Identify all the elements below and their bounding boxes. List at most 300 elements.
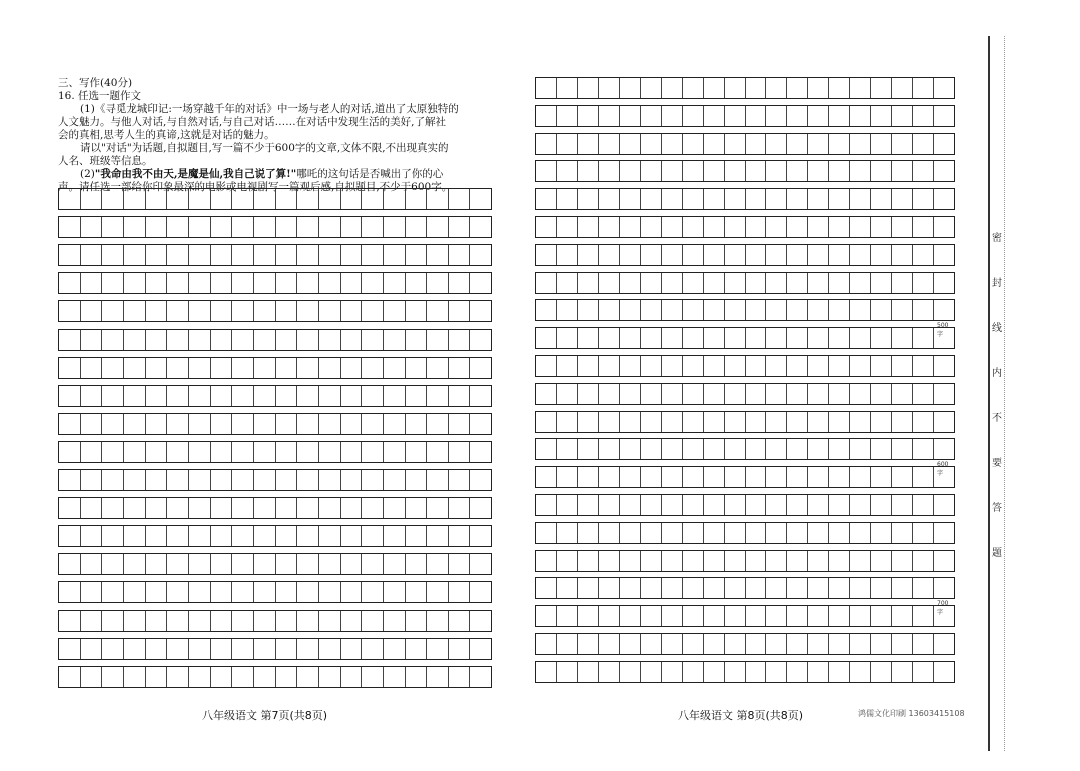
grid-cell[interactable]	[745, 495, 766, 515]
grid-cell[interactable]	[724, 273, 745, 293]
grid-cell[interactable]	[577, 300, 598, 320]
grid-cell[interactable]	[724, 551, 745, 571]
grid-cell[interactable]	[891, 134, 912, 154]
grid-cell[interactable]	[828, 384, 849, 404]
grid-cell[interactable]	[703, 245, 724, 265]
grid-cell[interactable]	[556, 328, 577, 348]
grid-cell[interactable]	[426, 217, 448, 237]
grid-cell[interactable]	[724, 106, 745, 126]
grid-cell[interactable]	[210, 217, 232, 237]
grid-cell[interactable]	[253, 554, 275, 574]
grid-cell[interactable]	[145, 667, 167, 687]
grid-cell[interactable]	[556, 161, 577, 181]
grid-cell[interactable]	[275, 442, 297, 462]
grid-cell[interactable]	[703, 578, 724, 598]
grid-cell[interactable]	[765, 245, 786, 265]
grid-cell[interactable]	[188, 442, 210, 462]
grid-cell[interactable]	[703, 384, 724, 404]
grid-cell[interactable]	[556, 523, 577, 543]
grid-cell[interactable]	[765, 328, 786, 348]
grid-cell[interactable]	[101, 442, 123, 462]
grid-cell[interactable]	[536, 551, 556, 571]
grid-cell[interactable]	[210, 526, 232, 546]
grid-cell[interactable]	[448, 217, 470, 237]
grid-cell[interactable]	[123, 217, 145, 237]
grid-cell[interactable]	[145, 386, 167, 406]
grid-cell[interactable]	[80, 245, 102, 265]
grid-cell[interactable]	[807, 551, 828, 571]
grid-cell[interactable]	[405, 667, 427, 687]
grid-cell[interactable]	[912, 273, 933, 293]
grid-cell[interactable]	[619, 634, 640, 654]
grid-cell[interactable]	[912, 161, 933, 181]
grid-cell[interactable]	[682, 273, 703, 293]
grid-cell[interactable]	[80, 639, 102, 659]
grid-cell[interactable]	[745, 356, 766, 376]
grid-cell[interactable]	[556, 217, 577, 237]
grid-cell[interactable]	[724, 523, 745, 543]
grid-cell[interactable]	[275, 330, 297, 350]
grid-cell[interactable]	[253, 358, 275, 378]
grid-cell[interactable]	[682, 578, 703, 598]
grid-cell[interactable]	[849, 328, 870, 348]
grid-cell[interactable]	[469, 639, 491, 659]
grid-cell[interactable]	[59, 414, 80, 434]
grid-cell[interactable]	[383, 273, 405, 293]
grid-cell[interactable]	[682, 217, 703, 237]
grid-cell[interactable]	[361, 273, 383, 293]
grid-cell[interactable]	[682, 634, 703, 654]
grid-cell[interactable]	[361, 498, 383, 518]
grid-cell[interactable]	[577, 161, 598, 181]
grid-cell[interactable]	[933, 495, 954, 515]
grid-cell[interactable]	[682, 495, 703, 515]
grid-cell[interactable]	[786, 523, 807, 543]
grid-cell[interactable]	[765, 606, 786, 626]
grid-cell[interactable]	[253, 639, 275, 659]
grid-cell[interactable]	[448, 414, 470, 434]
grid-cell[interactable]	[640, 134, 661, 154]
grid-cell[interactable]	[849, 606, 870, 626]
grid-cell[interactable]	[912, 356, 933, 376]
grid-cell[interactable]	[661, 412, 682, 432]
grid-cell[interactable]	[703, 300, 724, 320]
grid-cell[interactable]	[426, 358, 448, 378]
grid-cell[interactable]	[426, 189, 448, 209]
grid-cell[interactable]	[577, 467, 598, 487]
grid-cell[interactable]	[765, 384, 786, 404]
grid-cell[interactable]	[745, 384, 766, 404]
grid-cell[interactable]	[682, 134, 703, 154]
grid-cell[interactable]	[80, 498, 102, 518]
grid-cell[interactable]	[786, 217, 807, 237]
grid-cell[interactable]	[912, 78, 933, 98]
grid-cell[interactable]	[577, 578, 598, 598]
grid-cell[interactable]	[828, 606, 849, 626]
grid-cell[interactable]	[661, 106, 682, 126]
grid-cell[interactable]	[231, 442, 253, 462]
grid-cell[interactable]	[275, 414, 297, 434]
grid-cell[interactable]	[101, 667, 123, 687]
grid-cell[interactable]	[59, 470, 80, 490]
grid-cell[interactable]	[745, 412, 766, 432]
grid-cell[interactable]	[933, 634, 954, 654]
grid-cell[interactable]	[536, 412, 556, 432]
grid-cell[interactable]	[231, 498, 253, 518]
grid-cell[interactable]	[296, 189, 318, 209]
grid-cell[interactable]	[448, 386, 470, 406]
grid-cell[interactable]	[807, 634, 828, 654]
grid-cell[interactable]	[318, 526, 340, 546]
grid-cell[interactable]	[361, 470, 383, 490]
grid-cell[interactable]	[318, 611, 340, 631]
grid-cell[interactable]	[640, 523, 661, 543]
grid-cell[interactable]	[807, 189, 828, 209]
grid-cell[interactable]	[682, 662, 703, 682]
grid-cell[interactable]	[640, 328, 661, 348]
grid-cell[interactable]	[807, 161, 828, 181]
grid-cell[interactable]	[577, 78, 598, 98]
grid-cell[interactable]	[448, 301, 470, 321]
grid-cell[interactable]	[703, 356, 724, 376]
grid-cell[interactable]	[724, 634, 745, 654]
grid-cell[interactable]	[807, 300, 828, 320]
grid-cell[interactable]	[253, 442, 275, 462]
grid-cell[interactable]	[703, 106, 724, 126]
grid-cell[interactable]	[448, 358, 470, 378]
grid-cell[interactable]	[577, 412, 598, 432]
grid-cell[interactable]	[765, 467, 786, 487]
grid-cell[interactable]	[786, 578, 807, 598]
grid-cell[interactable]	[891, 328, 912, 348]
grid-cell[interactable]	[448, 330, 470, 350]
grid-cell[interactable]	[188, 245, 210, 265]
grid-cell[interactable]	[275, 217, 297, 237]
grid-cell[interactable]	[145, 498, 167, 518]
grid-cell[interactable]	[765, 495, 786, 515]
grid-cell[interactable]	[296, 582, 318, 602]
grid-cell[interactable]	[253, 470, 275, 490]
grid-cell[interactable]	[933, 78, 954, 98]
grid-cell[interactable]	[145, 470, 167, 490]
grid-cell[interactable]	[640, 634, 661, 654]
grid-cell[interactable]	[405, 639, 427, 659]
grid-cell[interactable]	[383, 358, 405, 378]
grid-cell[interactable]	[383, 301, 405, 321]
grid-cell[interactable]	[828, 245, 849, 265]
grid-cell[interactable]	[640, 606, 661, 626]
grid-cell[interactable]	[849, 412, 870, 432]
grid-cell[interactable]	[448, 667, 470, 687]
grid-cell[interactable]	[619, 78, 640, 98]
grid-cell[interactable]	[870, 356, 891, 376]
grid-cell[interactable]	[786, 551, 807, 571]
grid-cell[interactable]	[661, 328, 682, 348]
grid-cell[interactable]	[536, 356, 556, 376]
grid-cell[interactable]	[849, 439, 870, 459]
grid-cell[interactable]	[405, 526, 427, 546]
grid-cell[interactable]	[145, 301, 167, 321]
grid-cell[interactable]	[870, 161, 891, 181]
grid-cell[interactable]	[231, 639, 253, 659]
grid-cell[interactable]	[405, 358, 427, 378]
grid-cell[interactable]	[598, 189, 619, 209]
grid-cell[interactable]	[640, 356, 661, 376]
grid-cell[interactable]	[828, 634, 849, 654]
grid-cell[interactable]	[891, 634, 912, 654]
grid-cell[interactable]	[123, 554, 145, 574]
grid-cell[interactable]	[253, 414, 275, 434]
grid-cell[interactable]	[188, 386, 210, 406]
grid-cell[interactable]	[210, 667, 232, 687]
grid-cell[interactable]	[101, 582, 123, 602]
grid-cell[interactable]	[891, 217, 912, 237]
grid-cell[interactable]	[807, 106, 828, 126]
grid-cell[interactable]	[849, 134, 870, 154]
grid-cell[interactable]	[340, 301, 362, 321]
grid-cell[interactable]	[101, 611, 123, 631]
grid-cell[interactable]	[849, 245, 870, 265]
grid-cell[interactable]	[318, 273, 340, 293]
grid-cell[interactable]	[210, 470, 232, 490]
grid-cell[interactable]	[426, 498, 448, 518]
grid-cell[interactable]	[361, 442, 383, 462]
grid-cell[interactable]	[786, 495, 807, 515]
grid-cell[interactable]	[361, 217, 383, 237]
grid-cell[interactable]	[296, 639, 318, 659]
grid-cell[interactable]	[145, 245, 167, 265]
grid-cell[interactable]	[598, 523, 619, 543]
grid-cell[interactable]	[469, 245, 491, 265]
grid-cell[interactable]	[59, 667, 80, 687]
grid-cell[interactable]	[703, 217, 724, 237]
grid-cell[interactable]	[786, 273, 807, 293]
grid-cell[interactable]	[577, 606, 598, 626]
grid-cell[interactable]	[253, 330, 275, 350]
grid-cell[interactable]	[661, 523, 682, 543]
grid-cell[interactable]	[891, 78, 912, 98]
grid-cell[interactable]	[661, 134, 682, 154]
grid-cell[interactable]	[80, 330, 102, 350]
grid-cell[interactable]	[724, 439, 745, 459]
grid-cell[interactable]	[145, 442, 167, 462]
grid-cell[interactable]	[253, 526, 275, 546]
grid-cell[interactable]	[703, 495, 724, 515]
grid-cell[interactable]	[724, 78, 745, 98]
grid-cell[interactable]	[598, 467, 619, 487]
grid-cell[interactable]	[361, 189, 383, 209]
grid-cell[interactable]	[933, 523, 954, 543]
grid-cell[interactable]	[912, 634, 933, 654]
grid-cell[interactable]	[253, 301, 275, 321]
grid-cell[interactable]	[340, 189, 362, 209]
grid-cell[interactable]	[577, 634, 598, 654]
grid-cell[interactable]	[166, 245, 188, 265]
grid-cell[interactable]	[340, 554, 362, 574]
grid-cell[interactable]	[682, 106, 703, 126]
grid-cell[interactable]	[933, 161, 954, 181]
grid-cell[interactable]	[318, 582, 340, 602]
grid-cell[interactable]	[80, 301, 102, 321]
grid-cell[interactable]	[80, 358, 102, 378]
grid-cell[interactable]	[405, 498, 427, 518]
grid-cell[interactable]	[745, 439, 766, 459]
grid-cell[interactable]	[296, 554, 318, 574]
grid-cell[interactable]	[598, 245, 619, 265]
grid-cell[interactable]	[296, 245, 318, 265]
grid-cell[interactable]	[361, 582, 383, 602]
grid-cell[interactable]	[469, 273, 491, 293]
grid-cell[interactable]	[682, 412, 703, 432]
grid-cell[interactable]	[536, 606, 556, 626]
grid-cell[interactable]	[318, 667, 340, 687]
grid-cell[interactable]	[933, 273, 954, 293]
grid-cell[interactable]	[361, 667, 383, 687]
grid-cell[interactable]	[765, 78, 786, 98]
grid-cell[interactable]	[59, 330, 80, 350]
grid-cell[interactable]	[123, 414, 145, 434]
grid-cell[interactable]	[724, 578, 745, 598]
grid-cell[interactable]	[556, 189, 577, 209]
grid-cell[interactable]	[123, 470, 145, 490]
grid-cell[interactable]	[870, 495, 891, 515]
grid-cell[interactable]	[745, 161, 766, 181]
grid-cell[interactable]	[807, 439, 828, 459]
grid-cell[interactable]	[640, 412, 661, 432]
grid-cell[interactable]	[426, 273, 448, 293]
grid-cell[interactable]	[765, 106, 786, 126]
grid-cell[interactable]	[166, 217, 188, 237]
grid-cell[interactable]	[296, 611, 318, 631]
grid-cell[interactable]	[619, 356, 640, 376]
grid-cell[interactable]	[870, 551, 891, 571]
grid-cell[interactable]	[703, 134, 724, 154]
grid-cell[interactable]	[426, 386, 448, 406]
grid-cell[interactable]	[724, 328, 745, 348]
grid-cell[interactable]	[640, 662, 661, 682]
grid-cell[interactable]	[765, 578, 786, 598]
grid-cell[interactable]	[807, 467, 828, 487]
grid-cell[interactable]	[849, 189, 870, 209]
grid-cell[interactable]	[912, 217, 933, 237]
grid-cell[interactable]	[80, 611, 102, 631]
grid-cell[interactable]	[296, 217, 318, 237]
grid-cell[interactable]	[682, 439, 703, 459]
grid-cell[interactable]	[661, 78, 682, 98]
grid-cell[interactable]	[703, 662, 724, 682]
grid-cell[interactable]	[536, 523, 556, 543]
grid-cell[interactable]	[786, 78, 807, 98]
grid-cell[interactable]	[598, 273, 619, 293]
grid-cell[interactable]	[849, 356, 870, 376]
grid-cell[interactable]	[296, 358, 318, 378]
grid-cell[interactable]	[682, 606, 703, 626]
grid-cell[interactable]	[188, 414, 210, 434]
grid-cell[interactable]	[448, 470, 470, 490]
grid-cell[interactable]	[912, 467, 933, 487]
grid-cell[interactable]	[123, 301, 145, 321]
grid-cell[interactable]	[275, 639, 297, 659]
grid-cell[interactable]	[340, 386, 362, 406]
grid-cell[interactable]	[765, 439, 786, 459]
grid-cell[interactable]	[383, 667, 405, 687]
grid-cell[interactable]	[891, 384, 912, 404]
grid-cell[interactable]	[786, 161, 807, 181]
grid-cell[interactable]	[682, 328, 703, 348]
grid-cell[interactable]	[340, 611, 362, 631]
grid-cell[interactable]	[123, 611, 145, 631]
grid-cell[interactable]	[469, 470, 491, 490]
grid-cell[interactable]	[682, 245, 703, 265]
grid-cell[interactable]	[891, 161, 912, 181]
grid-cell[interactable]	[405, 217, 427, 237]
grid-cell[interactable]	[340, 273, 362, 293]
grid-cell[interactable]	[661, 439, 682, 459]
grid-cell[interactable]	[765, 161, 786, 181]
grid-cell[interactable]	[556, 412, 577, 432]
grid-cell[interactable]	[891, 578, 912, 598]
grid-cell[interactable]	[296, 301, 318, 321]
grid-cell[interactable]	[849, 384, 870, 404]
grid-cell[interactable]	[577, 551, 598, 571]
grid-cell[interactable]	[703, 606, 724, 626]
grid-cell[interactable]	[828, 161, 849, 181]
grid-cell[interactable]	[828, 551, 849, 571]
grid-cell[interactable]	[340, 245, 362, 265]
grid-cell[interactable]	[405, 554, 427, 574]
grid-cell[interactable]	[383, 414, 405, 434]
grid-cell[interactable]	[828, 439, 849, 459]
grid-cell[interactable]	[640, 384, 661, 404]
grid-cell[interactable]	[619, 578, 640, 598]
grid-cell[interactable]	[101, 470, 123, 490]
grid-cell[interactable]	[275, 245, 297, 265]
grid-cell[interactable]	[59, 611, 80, 631]
grid-cell[interactable]	[166, 582, 188, 602]
grid-cell[interactable]	[640, 217, 661, 237]
grid-cell[interactable]	[640, 467, 661, 487]
grid-cell[interactable]	[340, 667, 362, 687]
grid-cell[interactable]	[536, 384, 556, 404]
grid-cell[interactable]	[598, 328, 619, 348]
grid-cell[interactable]	[361, 301, 383, 321]
grid-cell[interactable]	[745, 273, 766, 293]
grid-cell[interactable]	[448, 554, 470, 574]
grid-cell[interactable]	[891, 356, 912, 376]
grid-cell[interactable]	[210, 301, 232, 321]
grid-cell[interactable]	[536, 217, 556, 237]
grid-cell[interactable]	[807, 217, 828, 237]
grid-cell[interactable]	[383, 611, 405, 631]
grid-cell[interactable]	[640, 161, 661, 181]
grid-cell[interactable]	[188, 273, 210, 293]
grid-cell[interactable]	[166, 442, 188, 462]
grid-cell[interactable]	[469, 582, 491, 602]
grid-cell[interactable]	[101, 386, 123, 406]
grid-cell[interactable]	[598, 161, 619, 181]
grid-cell[interactable]	[577, 189, 598, 209]
grid-cell[interactable]	[891, 551, 912, 571]
grid-cell[interactable]	[619, 217, 640, 237]
grid-cell[interactable]	[318, 330, 340, 350]
grid-cell[interactable]	[682, 356, 703, 376]
grid-cell[interactable]	[891, 106, 912, 126]
grid-cell[interactable]	[828, 495, 849, 515]
grid-cell[interactable]	[123, 386, 145, 406]
grid-cell[interactable]	[318, 245, 340, 265]
grid-cell[interactable]	[166, 414, 188, 434]
grid-cell[interactable]	[933, 356, 954, 376]
